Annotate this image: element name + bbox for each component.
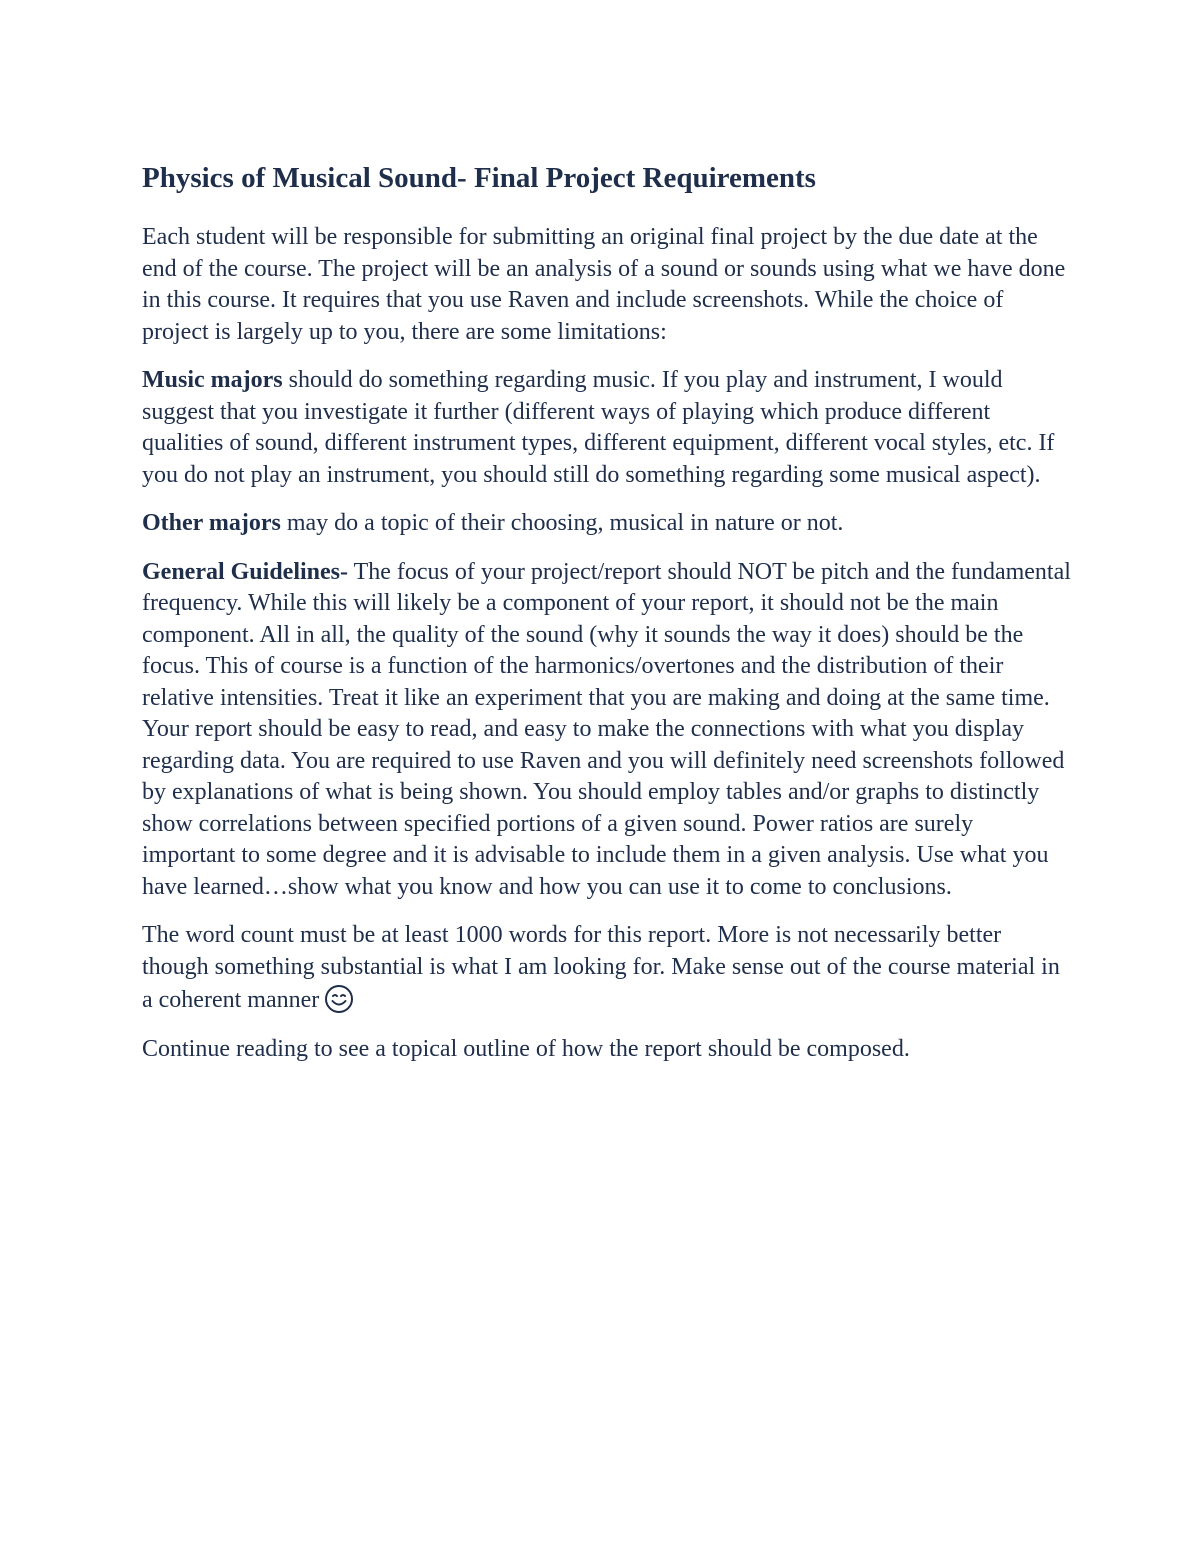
general-guidelines-heading: General Guidelines- bbox=[142, 558, 348, 585]
document-page bbox=[142, 158, 1072, 1082]
music-majors-heading: Music majors bbox=[142, 367, 283, 393]
closing-paragraph: Continue reading to see a topical outline of how the report should be composed. bbox=[142, 1035, 910, 1062]
general-guidelines-paragraph bbox=[142, 557, 1072, 904]
other-majors-text: may do a topic of their choosing, musical in nature or not. bbox=[280, 510, 844, 536]
other-majors-heading: Other majors bbox=[142, 510, 281, 536]
music-majors-paragraph bbox=[142, 365, 1072, 491]
music-majors-text: should do something regarding music. If you play and instrument, I would suggest that you investigate it further (different ways of playing which produce different qualities of sound, different instrument types, different equipment, different vocal styles, etc. If you do not play an instrument, you should still do something regarding some musical aspect). bbox=[142, 367, 1055, 488]
word-count-text: The word count must be at least 1000 words for this report. More is not necessarily better though something substantial is what I am looking for. Make sense out of the course material in a coherent manner bbox=[142, 922, 1060, 1013]
general-guidelines-text: The focus of your project/report should NOT be pitch and the fundamental frequency. While this will likely be a component of your report, it should not be the main component. All in all, the quality of the sound (why it sounds the way it does) should be the focus. This of course is a function of the harmonics/overtones and the distribution of their relative intensities. Treat it like an experiment that you are making and doing at the same time. Your report should be easy to read, and easy to make the connections with what you display regarding data. You are required to use Raven and you will definitely need screenshots followed by explanations of what is being shown. You should employ tables and/or graphs to distinctly show correlations between specified portions of a given sound. Power ratios are surely important to some degree and it is advisable to include them in a given analysis. Use what you have learned…show what you know and how you can use it to come to conclusions. bbox=[142, 558, 1071, 900]
intro-paragraph: Each student will be responsible for submitting an original final project by the due date at the end of the course. The project will be an analysis of a sound or sounds using what we have done in this course. It requires that you use Raven and include screenshots. While the choice of project is largely up to you, there are some limitations: bbox=[142, 224, 1066, 345]
smiley-face-icon bbox=[323, 983, 355, 1015]
document-title: Physics of Musical Sound- Final Project Requirements bbox=[142, 162, 816, 194]
other-majors-paragraph bbox=[142, 508, 1072, 540]
word-count-paragraph bbox=[142, 920, 1072, 1017]
